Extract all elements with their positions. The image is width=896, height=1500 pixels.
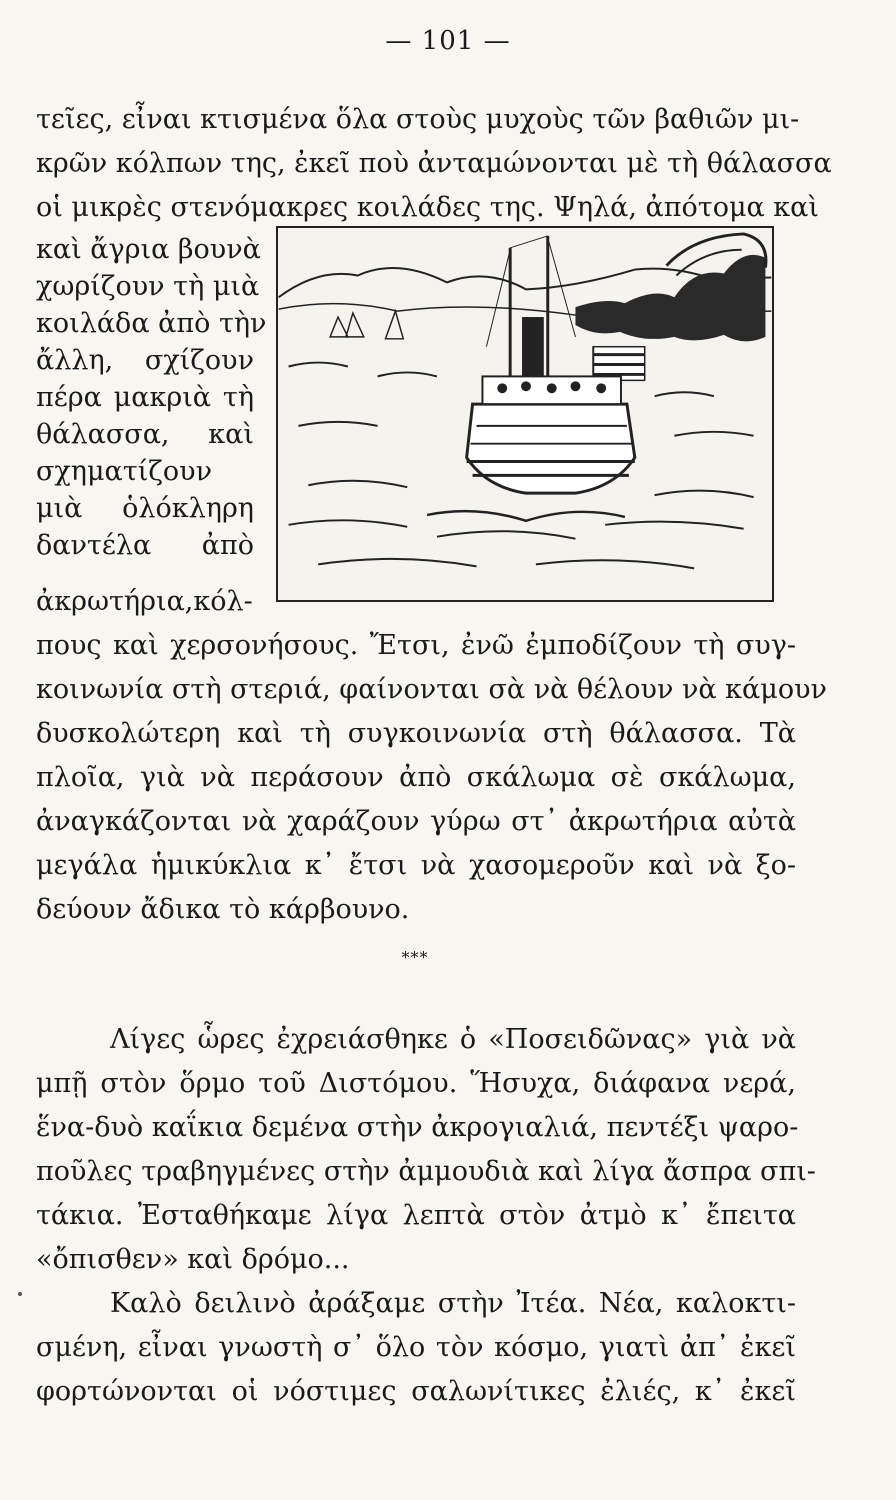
text-line: ἄλλη, σχίζουν bbox=[36, 345, 254, 376]
text-line: πλοῖα, γιὰ νὰ περάσουν ἀπὸ σκάλωμα σὲ σκάλωμα, bbox=[36, 762, 796, 793]
text-line: θάλασσα, καὶ bbox=[36, 419, 254, 450]
text-line: φορτώνονται οἱ νόστιμες σαλωνίτικες ἐλιές, κ᾽ ἐκεῖ bbox=[36, 1376, 796, 1407]
text-line: ἀναγκάζονται νὰ χαράζουν γύρω στ᾽ ἀκρωτήρια αὐτὰ bbox=[36, 806, 796, 837]
text-line: σμένη, εἶναι γνωστὴ σ᾽ ὅλο τὸν κόσμο, γιατὶ ἀπ᾽ ἐκεῖ bbox=[36, 1332, 796, 1363]
text-line: σχηματίζουν bbox=[36, 456, 212, 487]
ink-speck bbox=[18, 1292, 22, 1296]
text-line: κοιλάδα ἀπὸ τὴν bbox=[36, 308, 267, 339]
steamship-drawing bbox=[278, 228, 772, 600]
steamship-illustration bbox=[276, 226, 774, 602]
text-line: χωρίζουν τὴ μιὰ bbox=[36, 271, 260, 302]
text-line: ἕνα-δυὸ καΐκια δεμένα στὴν ἀκρογιαλιά, πεντέξι ψαρο- bbox=[36, 1112, 799, 1143]
text-line: Λίγες ὧρες ἐχρειάσθηκε ὁ «Ποσειδῶνας» γιὰ νὰ bbox=[110, 1024, 796, 1055]
text-line: πους καὶ χερσονήσους. Ἔτσι, ἐνῶ ἐμποδίζουν τὴ συγ- bbox=[36, 630, 796, 661]
text-line: μιὰ ὁλόκληρη bbox=[36, 493, 254, 524]
text-line: κοινωνία στὴ στεριά, φαίνονται σὰ νὰ θέλουν νὰ κάμουν bbox=[36, 674, 827, 705]
text-line: οἱ μικρὲς στενόμακρες κοιλάδες της. Ψηλά, ἀπότομα καὶ bbox=[36, 192, 819, 223]
text-line: Καλὸ δειλινὸ ἀράξαμε στὴν Ἰτέα. Νέα, καλοκτι- bbox=[110, 1288, 796, 1319]
text-line: «ὄπισθεν» καὶ δρόμο... bbox=[36, 1244, 350, 1275]
text-line: πέρα μακριὰ τὴ bbox=[36, 382, 254, 413]
text-line: δεύουν ἄδικα τὸ κάρβουνο. bbox=[36, 894, 410, 925]
section-separator: *** bbox=[401, 948, 429, 967]
text-line: καὶ ἄγρια βουνὰ bbox=[36, 234, 261, 265]
text-line: μεγάλα ἡμικύκλια κ᾽ ἔτσι νὰ χασομεροῦν καὶ νὰ ξο- bbox=[36, 850, 796, 881]
text-line: τάκια. Ἐσταθήκαμε λίγα λεπτὰ στὸν ἀτμὸ κ᾽ ἔπειτα bbox=[36, 1200, 796, 1231]
page-number: — 101 — bbox=[385, 26, 511, 56]
text-line: ἀκρωτήρια,κόλ- bbox=[36, 586, 253, 617]
text-line: ποῦλες τραβηγμένες στὴν ἀμμουδιὰ καὶ λίγα ἄσπρα σπι- bbox=[36, 1156, 816, 1187]
text-line: δαντέλα ἀπὸ bbox=[36, 530, 254, 561]
text-line: δυσκολώτερη καὶ τὴ συγκοινωνία στὴ θάλασσα. Τὰ bbox=[36, 718, 796, 749]
text-line: μπῇ στὸν ὅρμο τοῦ Διστόμου. Ἥσυχα, διάφανα νερά, bbox=[36, 1068, 796, 1099]
text-line: κρῶν κόλπων της, ἐκεῖ ποὺ ἀνταμώνονται μὲ τὴ θάλασσα bbox=[36, 148, 832, 179]
text-line: τεῖες, εἶναι κτισμένα ὅλα στοὺς μυχοὺς τῶν βαθιῶν μι- bbox=[36, 104, 800, 135]
